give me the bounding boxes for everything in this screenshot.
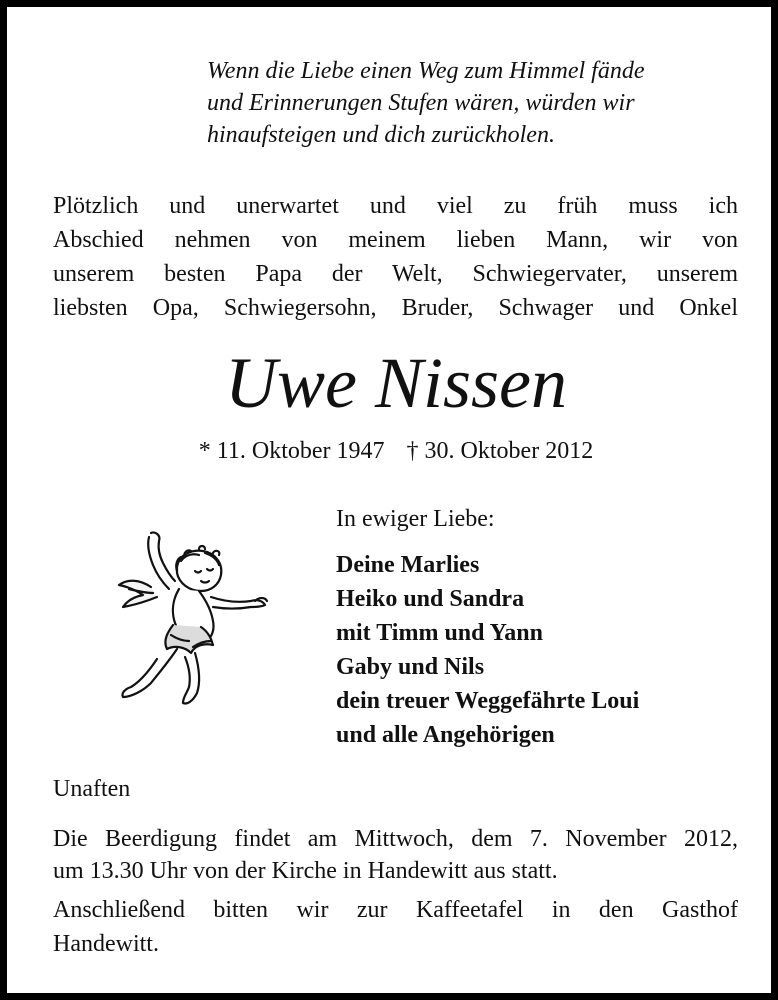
announcement-line: Plötzlich und unerwartet und viel zu früh muss ich: [53, 193, 738, 219]
mourner-name: dein treuer Weggefährte Loui: [336, 688, 640, 714]
mourner-name: und alle Angehörigen: [336, 722, 555, 748]
birth-date: * 11. Oktober 1947: [198, 438, 385, 464]
announcement-line: liebsten Opa, Schwiegersohn, Bruder, Schwager und Onkel: [53, 295, 738, 321]
death-date: † 30. Oktober 2012: [406, 438, 594, 464]
reception-line: Anschließend bitten wir zur Kaffeetafel in den Gasthof: [53, 897, 738, 923]
poem-line: Wenn die Liebe einen Weg zum Himmel fände: [207, 58, 645, 84]
poem-line: und Erinnerungen Stufen wären, würden wir: [207, 90, 635, 116]
mourner-name: Gaby und Nils: [336, 654, 485, 680]
mourner-name: Deine Marlies: [336, 552, 480, 578]
announcement-text: [53, 189, 738, 325]
life-dates: [7, 435, 778, 467]
announcement-line: Abschied nehmen von meinem lieben Mann, wir von: [53, 227, 738, 253]
reception-details: [53, 893, 738, 961]
mourner-name: Heiko und Sandra: [336, 586, 525, 612]
poem-line: hinaufsteigen und dich zurückholen.: [207, 122, 555, 148]
mourners-heading: In ewiger Liebe:: [336, 506, 495, 532]
memorial-poem: [207, 55, 747, 151]
mourner-name: mit Timm und Yann: [336, 620, 543, 646]
place-name: Unaften: [53, 776, 131, 802]
mourners-list: [336, 548, 639, 752]
funeral-line: um 13.30 Uhr von der Kirche in Handewitt aus statt.: [53, 858, 558, 884]
reception-line: Handewitt.: [53, 931, 159, 957]
announcement-line: unserem besten Papa der Welt, Schwiegervater, unserem: [53, 261, 738, 287]
cherub-icon: [115, 527, 271, 709]
funeral-details: [53, 823, 738, 887]
deceased-name: Uwe Nissen: [225, 343, 567, 423]
funeral-line: Die Beerdigung findet am Mittwoch, dem 7. November 2012,: [53, 826, 738, 852]
